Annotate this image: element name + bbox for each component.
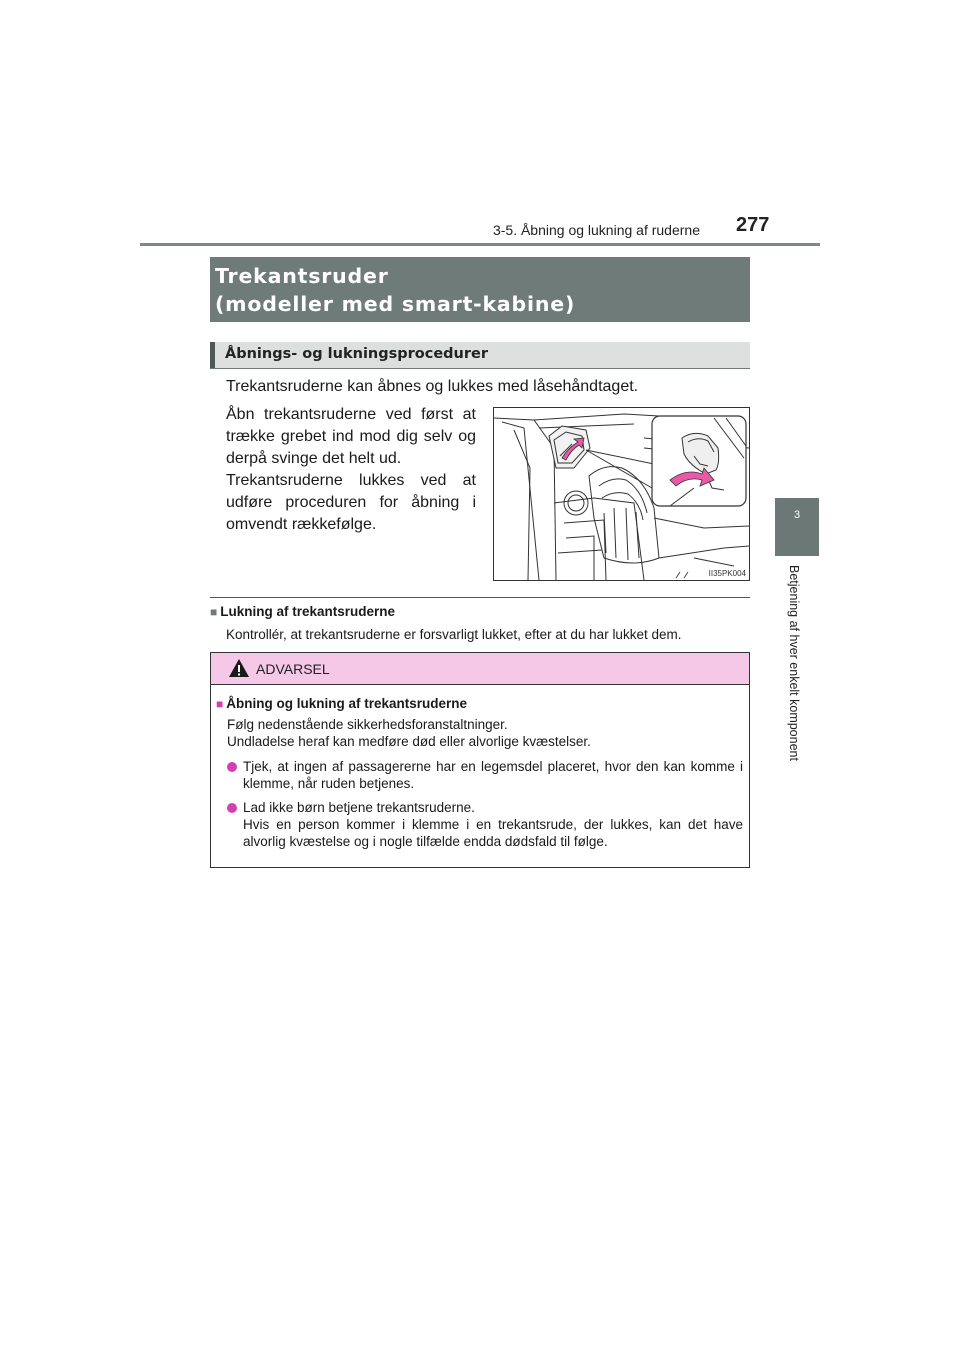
note-text: Kontrollér, at trekantsruderne er forsvarligt lukket, efter at du har lukket dem. [226,627,682,642]
section-title-line-1: Trekantsruder [215,264,389,288]
warning-intro-line-1: Følg nedenstående sikkerhedsforanstaltninger. [227,717,508,732]
section-divider [210,597,750,598]
chapter-tab-number: 3 [793,509,801,521]
warning-triangle-icon [228,658,250,678]
warning-bullet-1: Tjek, at ingen af passagererne har en legemsdel placeret, hvor den kan komme i klemme, når ruden betjenes. [243,759,743,791]
warning-bullet-2-line-2: Hvis en person kommer i klemme i en trekantsrude, der lukkes, kan det have alvorlig kvæstelse og i nogle tilfælde endda dødsfald til følge. [243,817,743,849]
square-bullet-icon: ■ [216,697,224,711]
warning-label: ADVARSEL [256,661,330,677]
page-number: 277 [736,214,770,236]
warning-bullet-2 [243,799,743,850]
warning-title-text: Åbning og lukning af trekantsruderne [226,696,468,711]
note-title-text: Lukning af trekantsruderne [220,604,396,619]
chapter-tab [775,498,819,556]
warning-title [216,696,467,711]
section-title [210,257,750,322]
header-rule [140,243,820,246]
bullet-dot-icon [227,762,237,772]
running-header: 3-5. Åbning og lukning af ruderne [492,222,700,238]
subsection-heading [210,342,750,368]
warning-box [210,652,750,868]
bullet-dot-icon [227,803,237,813]
warning-intro-line-2: Undladelse heraf kan medføre død eller alvorlige kvæstelser. [227,734,591,749]
warning-bullet-2-line-1: Lad ikke børn betjene trekantsruderne. [243,800,475,815]
note-title [210,604,395,619]
figure-code: II35PK004 [708,569,746,578]
chapter-tab-label: Betjening af hver enkelt komponent [787,565,801,761]
open-instruction: Åbn trekantsruderne ved først at trække grebet ind mod dig selv og derpå svinge det helt ud. [226,406,476,467]
intro-text: Trekantsruderne kan åbnes og lukkes med låsehåndtaget. [226,378,639,395]
vent-window-illustration [493,407,750,581]
close-instruction: Trekantsruderne lukkes ved at udføre proceduren for åbning i omvendt rækkefølge. [226,472,476,533]
square-bullet-icon: ■ [210,605,218,619]
warning-header [211,653,749,685]
section-title-line-2: (modeller med smart-kabine) [215,292,576,316]
subsection-heading-text: Åbnings- og lukningsprocedurer [225,346,489,362]
subsection-rule [210,368,750,369]
chapter-tab-label-wrap [787,565,807,805]
